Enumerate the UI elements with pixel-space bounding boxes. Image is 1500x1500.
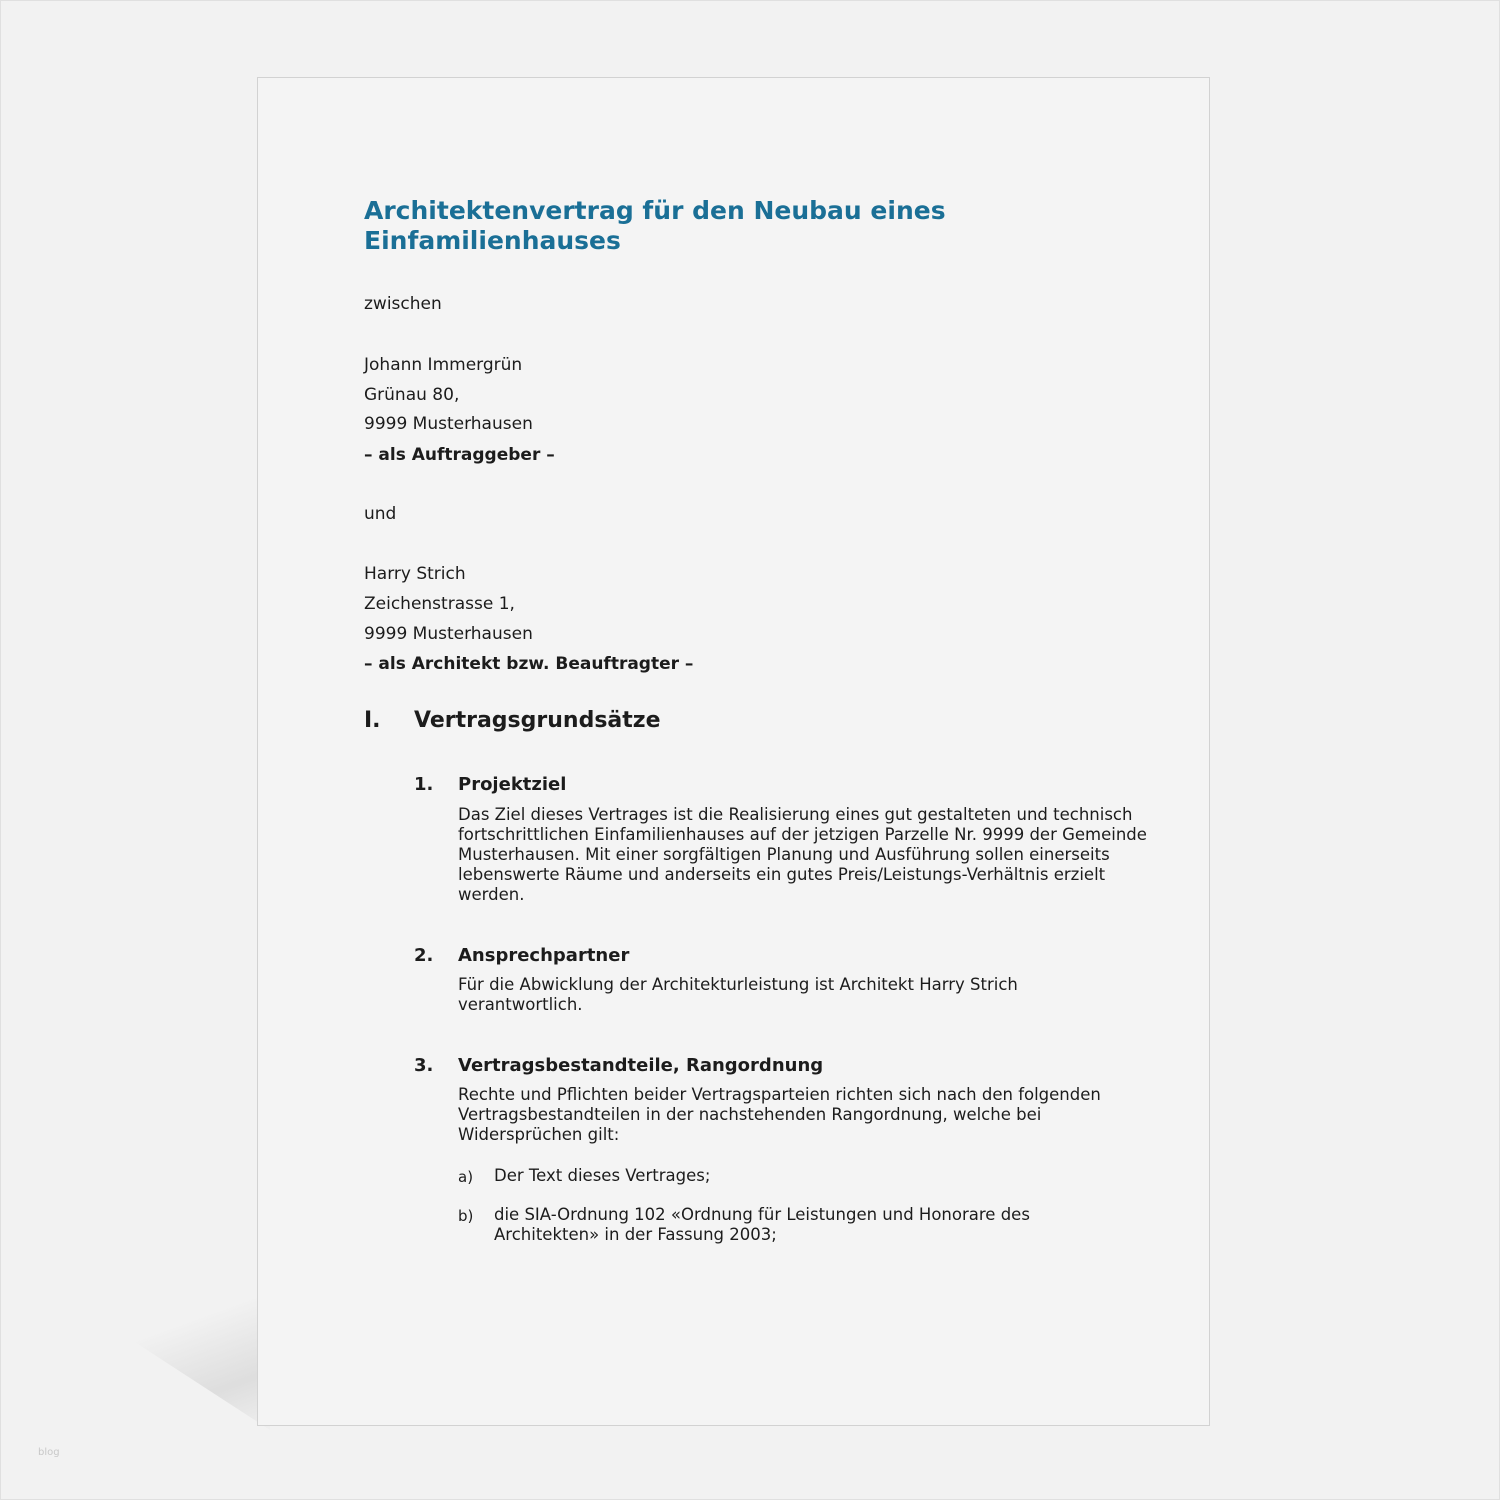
section-2-title: Ansprechpartner [458,945,630,966]
client-name: Johann Immergrün [364,355,523,375]
document-title: Architektenvertrag für den Neubau eines Einfamilienhauses [364,196,946,255]
section-2-number: 2. [414,945,434,966]
list-item-a-text: Der Text dieses Vertrages; [494,1166,711,1185]
document-page [257,77,1210,1426]
architect-street: Zeichenstrasse 1, [364,594,515,614]
client-city: 9999 Musterhausen [364,414,533,434]
architect-city: 9999 Musterhausen [364,624,533,644]
between-label: zwischen [364,294,442,314]
list-item-a-label: a) [458,1168,474,1186]
section-3-text: Rechte und Pflichten beider Vertragsparteien richten sich nach den folgenden Vertragsbestandteilen in der nachstehenden Rangordnung, welche bei Widersprüchen gilt: [458,1085,1101,1144]
client-street: Grünau 80, [364,385,460,405]
section-3-title: Vertragsbestandteile, Rangordnung [458,1055,824,1076]
architect-name: Harry Strich [364,564,466,584]
client-role: – als Auftraggeber – [364,445,555,465]
section-1-number: 1. [414,774,434,795]
section-2-text: Für die Abwicklung der Architekturleistung ist Architekt Harry Strich verantwortlich. [458,975,1018,1014]
list-item-b-text: die SIA-Ordnung 102 «Ordnung für Leistungen und Honorare des Architekten» in der Fassung 2003; [494,1205,1030,1244]
chapter-title: Vertragsgrundsätze [414,708,661,733]
section-3-number: 3. [414,1055,434,1076]
and-label: und [364,504,397,524]
list-item-b-label: b) [458,1207,474,1225]
chapter-number: I. [364,708,381,733]
watermark-text: blog [38,1447,60,1458]
architect-role: – als Architekt bzw. Beauftragter – [364,654,694,674]
section-1-text: Das Ziel dieses Vertrages ist die Realisierung eines gut gestalteten und technisch fortschrittlichen Einfamilienhauses auf der jetzigen Parzelle Nr. 9999 der Gemeinde Musterhausen. Mit einer sorgfältigen Planung und Ausführung sollen einerseits lebenswerte Räume und anderseits ein gutes Preis/Leistungs-Verhältnis erzielt werden. [458,805,1147,904]
section-1-title: Projektziel [458,774,567,795]
